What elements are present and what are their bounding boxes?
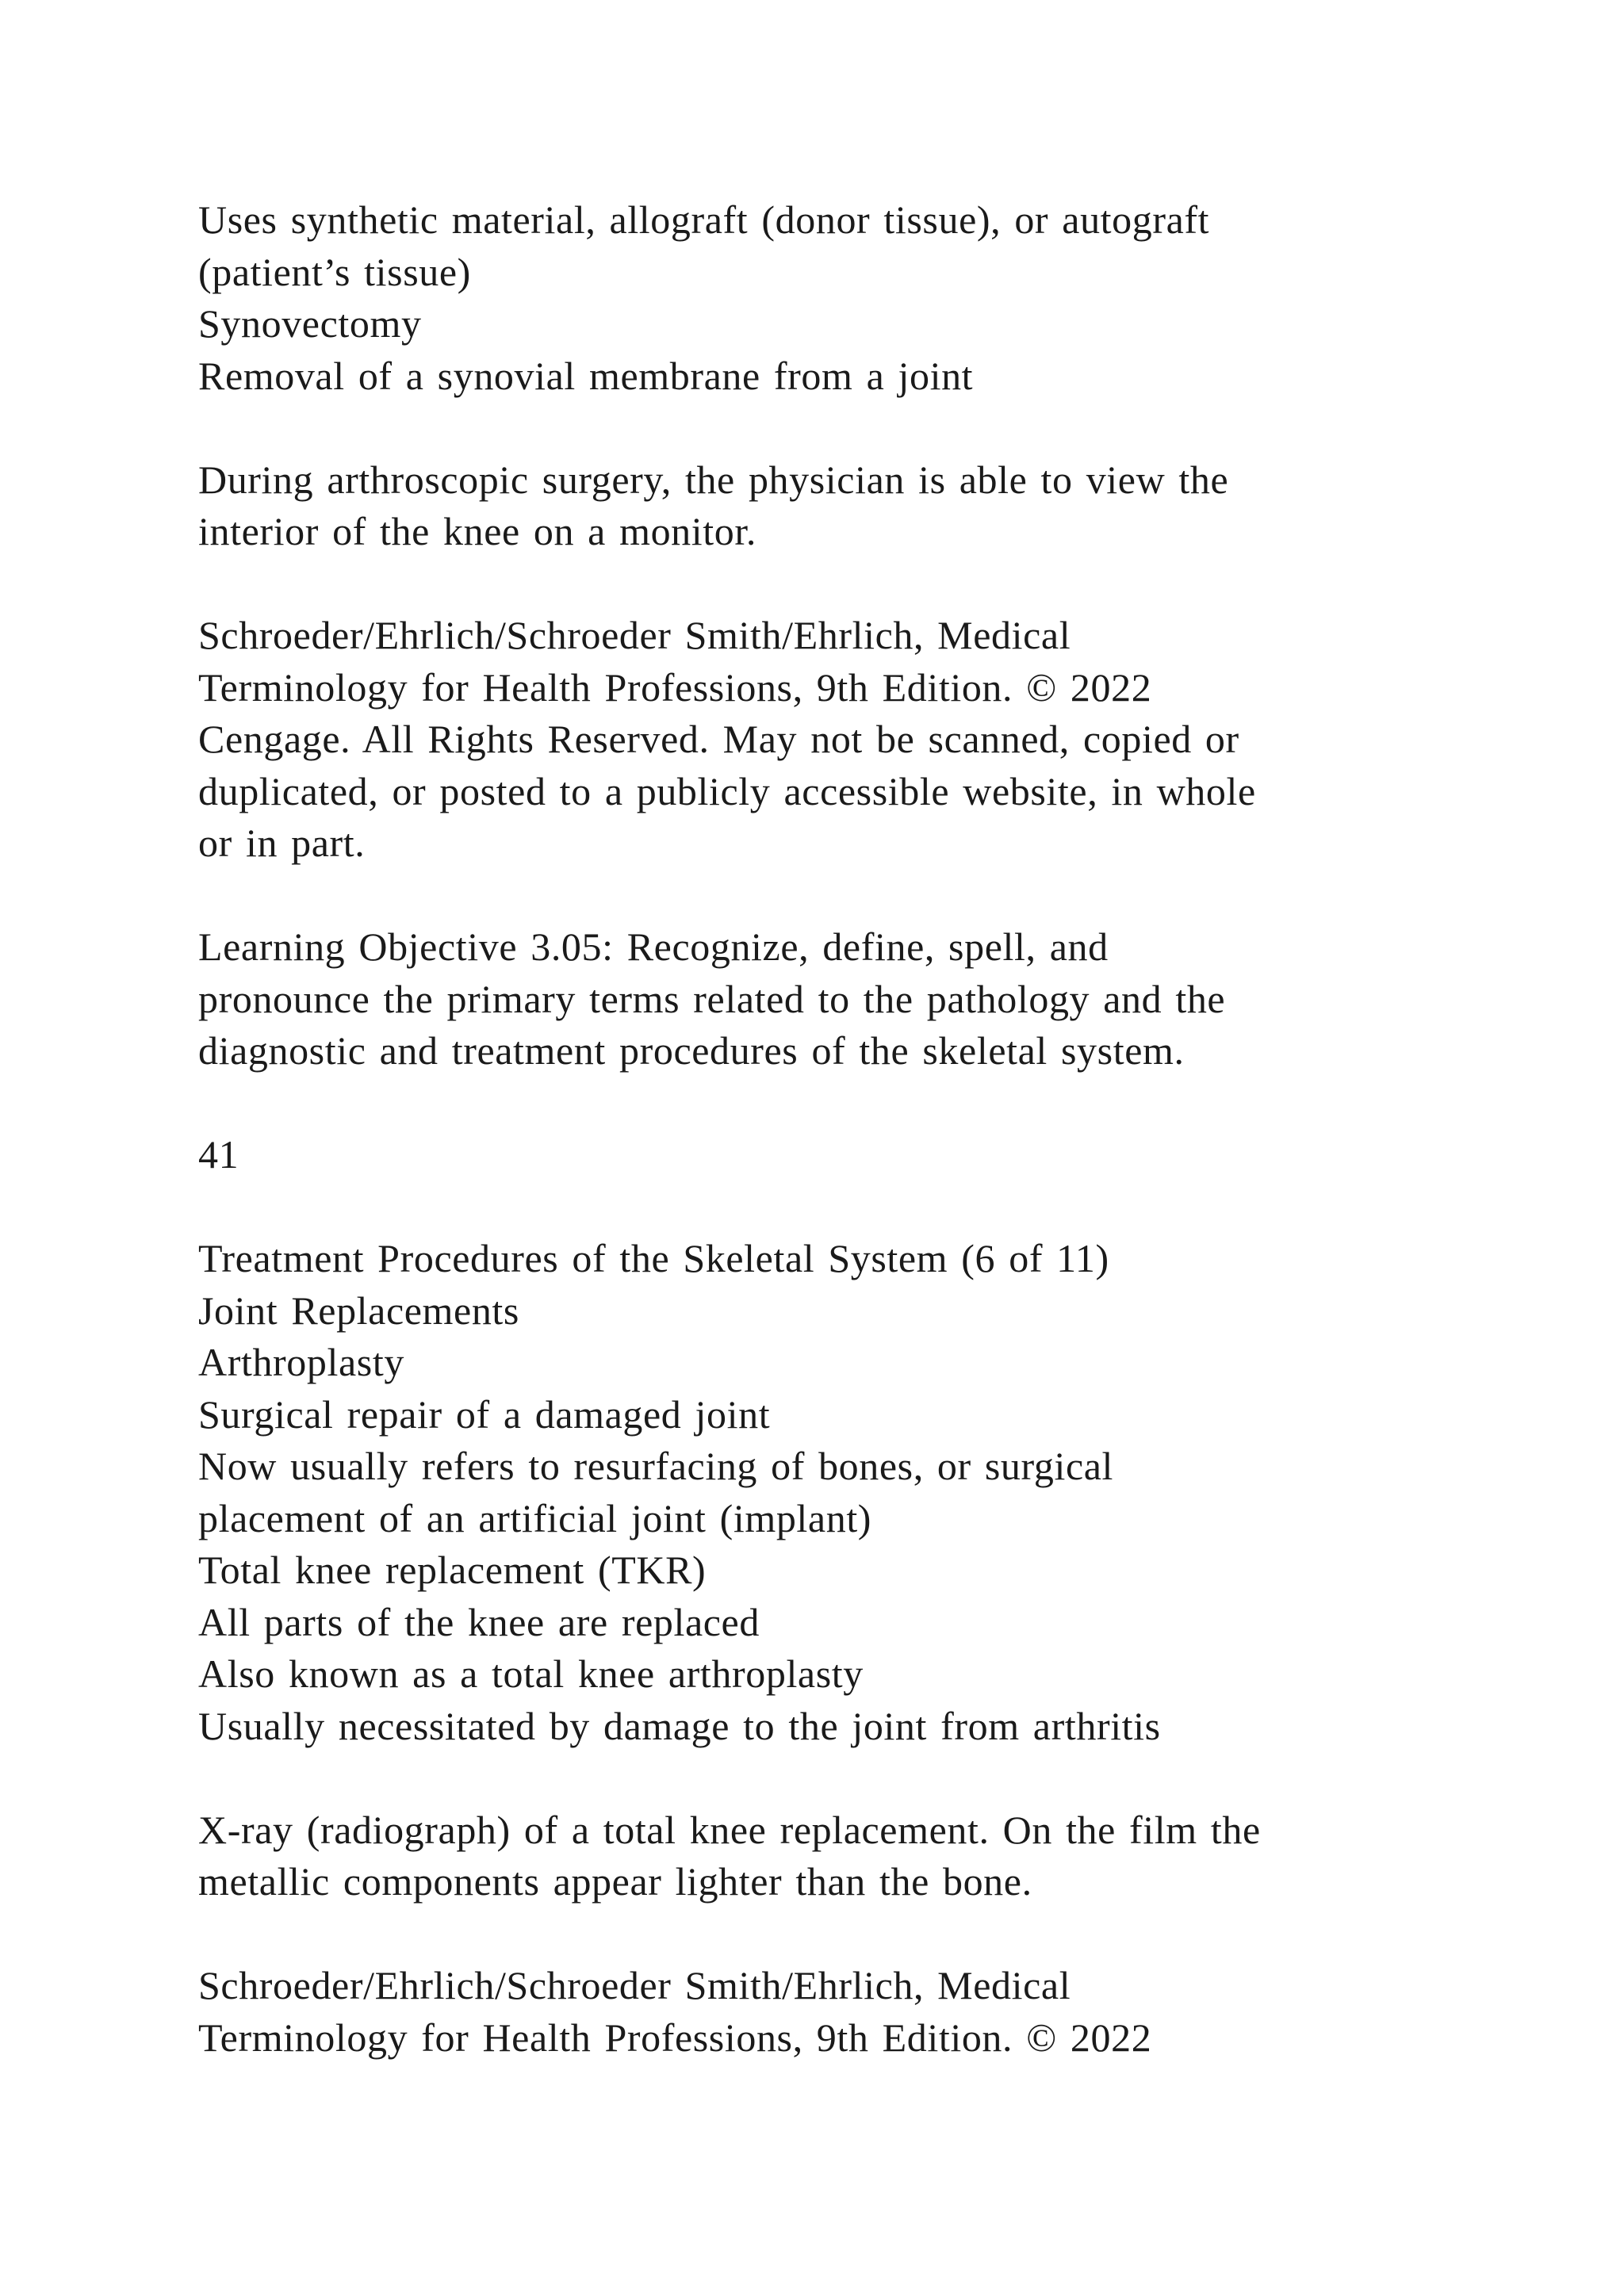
document-body: [198, 194, 1546, 2064]
text-line: Joint Replacements: [198, 1288, 519, 1333]
blank-line: [198, 1077, 1546, 1130]
slide-title: Treatment Procedures of the Skeletal System (6 of 11): [198, 1236, 1109, 1280]
text-line: placement of an artificial joint (implant): [198, 1495, 872, 1540]
text-line: Now usually refers to resurfacing of bones, or surgical: [198, 1444, 1114, 1488]
text-line: Also known as a total knee arthroplasty: [198, 1651, 864, 1696]
slide-number: 41: [198, 1132, 239, 1177]
text-line: Learning Objective 3.05: Recognize, define, spell, and: [198, 924, 1109, 969]
text-line: Schroeder/Ehrlich/Schroeder Smith/Ehrlich, Medical: [198, 613, 1071, 657]
text-line: X-ray (radiograph) of a total knee replacement. On the film the: [198, 1807, 1261, 1852]
text-line: Cengage. All Rights Reserved. May not be scanned, copied or: [198, 717, 1239, 761]
text-line: Synovectomy: [198, 301, 422, 346]
blank-line: [198, 1752, 1546, 1804]
text-line: Schroeder/Ehrlich/Schroeder Smith/Ehrlich, Medical: [198, 1963, 1071, 2007]
text-line: All parts of the knee are replaced: [198, 1599, 760, 1644]
text-line: pronounce the primary terms related to the pathology and the: [198, 976, 1226, 1021]
text-line: or in part.: [198, 821, 366, 865]
text-line: During arthroscopic surgery, the physician is able to view the: [198, 457, 1229, 502]
text-line: Terminology for Health Professions, 9th Edition. © 2022: [198, 664, 1152, 710]
text-line: Uses synthetic material, allograft (donor tissue), or autograft: [198, 197, 1210, 242]
text-line: (patient’s tissue): [198, 249, 471, 294]
text-line: Arthroplasty: [198, 1340, 404, 1384]
text-line: metallic components appear lighter than the bone.: [198, 1859, 1032, 1904]
blank-line: [198, 870, 1546, 922]
blank-line: [198, 1181, 1546, 1234]
text-line: duplicated, or posted to a publicly accessible website, in whole: [198, 768, 1256, 813]
blank-line: [198, 1908, 1546, 1961]
blank-line: [198, 558, 1546, 610]
text-line: interior of the knee on a monitor.: [198, 509, 756, 553]
blank-line: [198, 402, 1546, 454]
text-line: Terminology for Health Professions, 9th Edition. © 2022: [198, 2015, 1152, 2060]
text-line: diagnostic and treatment procedures of the skeletal system.: [198, 1028, 1185, 1073]
text-line: Total knee replacement (TKR): [198, 1548, 707, 1592]
text-line: Surgical repair of a damaged joint: [198, 1391, 771, 1437]
text-line: Usually necessitated by damage to the joint from arthritis: [198, 1703, 1161, 1748]
text-line: Removal of a synovial membrane from a joint: [198, 353, 974, 398]
